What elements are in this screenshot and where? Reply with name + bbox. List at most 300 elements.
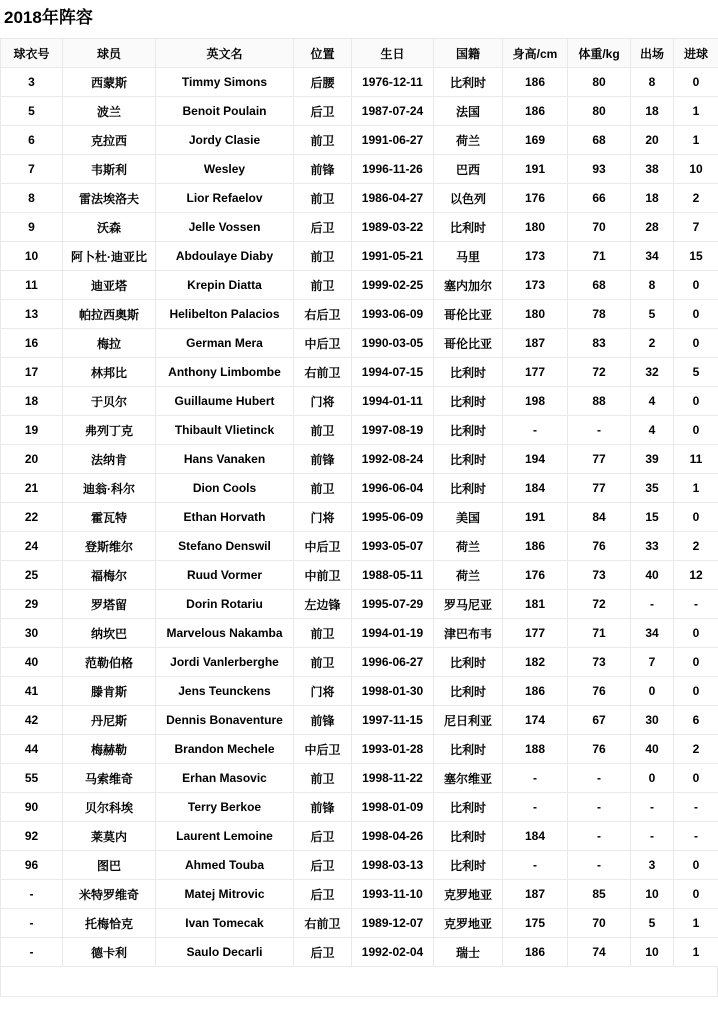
cell-nationality: 美国: [434, 503, 503, 532]
cell-appearances: 10: [631, 880, 674, 909]
cell-appearances: 5: [631, 909, 674, 938]
cell-player: 丹尼斯: [63, 706, 156, 735]
table-row: [1, 764, 718, 793]
table-row: [1, 938, 718, 967]
cell-player: 西蒙斯: [63, 68, 156, 97]
cell-appearances: 5: [631, 300, 674, 329]
cell-height: 180: [503, 300, 568, 329]
cell-appearances: 30: [631, 706, 674, 735]
cell-position: 中后卫: [294, 329, 352, 358]
column-header-height: 身高/cm: [503, 39, 568, 68]
cell-nationality: 比利时: [434, 387, 503, 416]
cell-player: 福梅尔: [63, 561, 156, 590]
cell-goals: 7: [674, 213, 718, 242]
cell-nationality: 比利时: [434, 474, 503, 503]
cell-num: 19: [1, 416, 63, 445]
table-row: [1, 271, 718, 300]
cell-position: 后卫: [294, 97, 352, 126]
cell-player: 阿卜杜·迪亚比: [63, 242, 156, 271]
cell-nationality: 马里: [434, 242, 503, 271]
cell-birthday: 1987-07-24: [352, 97, 434, 126]
cell-position: 后腰: [294, 68, 352, 97]
cell-birthday: 1995-07-29: [352, 590, 434, 619]
cell-birthday: 1992-02-04: [352, 938, 434, 967]
cell-en-name: Lior Refaelov: [156, 184, 294, 213]
cell-appearances: 32: [631, 358, 674, 387]
cell-nationality: 以色列: [434, 184, 503, 213]
cell-height: -: [503, 851, 568, 880]
cell-goals: 5: [674, 358, 718, 387]
cell-goals: 15: [674, 242, 718, 271]
table-row: [1, 155, 718, 184]
cell-goals: 1: [674, 126, 718, 155]
cell-height: 194: [503, 445, 568, 474]
cell-height: 186: [503, 938, 568, 967]
column-header-position: 位置: [294, 39, 352, 68]
cell-num: 10: [1, 242, 63, 271]
cell-appearances: 15: [631, 503, 674, 532]
cell-goals: 10: [674, 155, 718, 184]
cell-en-name: Ahmed Touba: [156, 851, 294, 880]
cell-height: 181: [503, 590, 568, 619]
cell-player: 米特罗维奇: [63, 880, 156, 909]
cell-height: 187: [503, 329, 568, 358]
cell-num: 41: [1, 677, 63, 706]
cell-en-name: Erhan Masovic: [156, 764, 294, 793]
cell-weight: 70: [568, 213, 631, 242]
cell-weight: 76: [568, 735, 631, 764]
cell-en-name: Matej Mitrovic: [156, 880, 294, 909]
cell-birthday: 1996-06-04: [352, 474, 434, 503]
cell-num: 5: [1, 97, 63, 126]
cell-birthday: 1998-01-30: [352, 677, 434, 706]
cell-appearances: 34: [631, 242, 674, 271]
cell-position: 前锋: [294, 155, 352, 184]
cell-appearances: 10: [631, 938, 674, 967]
cell-player: 图巴: [63, 851, 156, 880]
table-row: [1, 619, 718, 648]
cell-goals: -: [674, 590, 718, 619]
cell-player: 于贝尔: [63, 387, 156, 416]
cell-player: 登斯维尔: [63, 532, 156, 561]
cell-height: 198: [503, 387, 568, 416]
table-row: [1, 793, 718, 822]
cell-weight: 93: [568, 155, 631, 184]
cell-num: 6: [1, 126, 63, 155]
cell-num: 3: [1, 68, 63, 97]
cell-num: 17: [1, 358, 63, 387]
cell-height: 191: [503, 503, 568, 532]
cell-nationality: 比利时: [434, 416, 503, 445]
cell-appearances: 3: [631, 851, 674, 880]
cell-height: 177: [503, 358, 568, 387]
table-body: [1, 68, 718, 967]
header-row: [1, 39, 718, 68]
cell-height: 184: [503, 474, 568, 503]
cell-appearances: 39: [631, 445, 674, 474]
cell-appearances: -: [631, 793, 674, 822]
cell-height: 186: [503, 68, 568, 97]
cell-nationality: 比利时: [434, 793, 503, 822]
cell-player: 克拉西: [63, 126, 156, 155]
cell-en-name: Jordi Vanlerberghe: [156, 648, 294, 677]
cell-appearances: 4: [631, 387, 674, 416]
cell-en-name: Brandon Mechele: [156, 735, 294, 764]
cell-height: 169: [503, 126, 568, 155]
cell-goals: 0: [674, 271, 718, 300]
cell-height: 191: [503, 155, 568, 184]
cell-player: 梅赫勒: [63, 735, 156, 764]
table-row: [1, 126, 718, 155]
cell-goals: 0: [674, 300, 718, 329]
cell-height: 180: [503, 213, 568, 242]
cell-appearances: -: [631, 822, 674, 851]
cell-en-name: Saulo Decarli: [156, 938, 294, 967]
cell-player: 帕拉西奥斯: [63, 300, 156, 329]
cell-appearances: 34: [631, 619, 674, 648]
cell-goals: 0: [674, 764, 718, 793]
cell-height: -: [503, 793, 568, 822]
cell-en-name: Terry Berkoe: [156, 793, 294, 822]
cell-weight: -: [568, 764, 631, 793]
cell-goals: 0: [674, 68, 718, 97]
cell-position: 前卫: [294, 619, 352, 648]
cell-nationality: 法国: [434, 97, 503, 126]
table-row: [1, 822, 718, 851]
cell-num: 16: [1, 329, 63, 358]
cell-weight: 71: [568, 619, 631, 648]
cell-player: 范勒伯格: [63, 648, 156, 677]
cell-goals: 1: [674, 97, 718, 126]
cell-num: 96: [1, 851, 63, 880]
cell-num: 18: [1, 387, 63, 416]
cell-height: 186: [503, 532, 568, 561]
cell-position: 后卫: [294, 880, 352, 909]
cell-birthday: 1994-01-11: [352, 387, 434, 416]
cell-num: 7: [1, 155, 63, 184]
cell-num: -: [1, 909, 63, 938]
cell-appearances: 0: [631, 764, 674, 793]
cell-height: 182: [503, 648, 568, 677]
cell-num: 90: [1, 793, 63, 822]
cell-position: 中后卫: [294, 532, 352, 561]
cell-weight: 72: [568, 358, 631, 387]
cell-num: 21: [1, 474, 63, 503]
cell-en-name: Timmy Simons: [156, 68, 294, 97]
cell-player: 沃森: [63, 213, 156, 242]
cell-nationality: 塞内加尔: [434, 271, 503, 300]
cell-height: 187: [503, 880, 568, 909]
cell-num: 55: [1, 764, 63, 793]
cell-weight: 76: [568, 677, 631, 706]
cell-num: 44: [1, 735, 63, 764]
cell-position: 前锋: [294, 445, 352, 474]
cell-player: 韦斯利: [63, 155, 156, 184]
cell-en-name: Wesley: [156, 155, 294, 184]
cell-weight: 84: [568, 503, 631, 532]
cell-en-name: Helibelton Palacios: [156, 300, 294, 329]
cell-num: 22: [1, 503, 63, 532]
table-row: [1, 532, 718, 561]
cell-goals: 0: [674, 677, 718, 706]
cell-nationality: 克罗地亚: [434, 880, 503, 909]
cell-position: 后卫: [294, 822, 352, 851]
empty-footer-row: [0, 967, 718, 997]
cell-weight: 80: [568, 68, 631, 97]
cell-weight: 78: [568, 300, 631, 329]
cell-en-name: Hans Vanaken: [156, 445, 294, 474]
cell-height: 176: [503, 184, 568, 213]
cell-nationality: 比利时: [434, 851, 503, 880]
cell-en-name: Abdoulaye Diaby: [156, 242, 294, 271]
cell-height: 176: [503, 561, 568, 590]
cell-player: 法纳肯: [63, 445, 156, 474]
column-header-appearances: 出场: [631, 39, 674, 68]
cell-nationality: 比利时: [434, 68, 503, 97]
table-row: [1, 706, 718, 735]
cell-goals: 2: [674, 532, 718, 561]
cell-goals: 0: [674, 619, 718, 648]
cell-weight: -: [568, 416, 631, 445]
cell-nationality: 比利时: [434, 677, 503, 706]
column-header-num: 球衣号: [1, 39, 63, 68]
cell-goals: 0: [674, 329, 718, 358]
cell-birthday: 1988-05-11: [352, 561, 434, 590]
table-row: [1, 503, 718, 532]
cell-weight: 80: [568, 97, 631, 126]
column-header-weight: 体重/kg: [568, 39, 631, 68]
cell-nationality: 罗马尼亚: [434, 590, 503, 619]
table-row: [1, 358, 718, 387]
column-header-player: 球员: [63, 39, 156, 68]
cell-birthday: 1999-02-25: [352, 271, 434, 300]
cell-birthday: 1993-01-28: [352, 735, 434, 764]
cell-player: 德卡利: [63, 938, 156, 967]
cell-birthday: 1998-01-09: [352, 793, 434, 822]
cell-weight: 70: [568, 909, 631, 938]
cell-weight: 88: [568, 387, 631, 416]
page-title: 2018年阵容: [4, 7, 718, 28]
cell-birthday: 1991-05-21: [352, 242, 434, 271]
cell-height: 186: [503, 97, 568, 126]
cell-en-name: Jordy Clasie: [156, 126, 294, 155]
table-row: [1, 445, 718, 474]
cell-goals: 1: [674, 909, 718, 938]
cell-birthday: 1998-03-13: [352, 851, 434, 880]
table-row: [1, 735, 718, 764]
table-row: [1, 416, 718, 445]
cell-nationality: 荷兰: [434, 561, 503, 590]
cell-weight: 83: [568, 329, 631, 358]
column-header-goals: 进球: [674, 39, 718, 68]
cell-position: 右前卫: [294, 358, 352, 387]
cell-height: 173: [503, 242, 568, 271]
cell-nationality: 比利时: [434, 822, 503, 851]
cell-position: 门将: [294, 503, 352, 532]
cell-appearances: 18: [631, 97, 674, 126]
cell-goals: 0: [674, 880, 718, 909]
column-header-en-name: 英文名: [156, 39, 294, 68]
cell-position: 右前卫: [294, 909, 352, 938]
cell-birthday: 1992-08-24: [352, 445, 434, 474]
cell-goals: 1: [674, 938, 718, 967]
cell-weight: 74: [568, 938, 631, 967]
cell-num: 92: [1, 822, 63, 851]
cell-position: 前卫: [294, 474, 352, 503]
cell-appearances: -: [631, 590, 674, 619]
cell-height: 175: [503, 909, 568, 938]
cell-num: -: [1, 938, 63, 967]
cell-height: -: [503, 764, 568, 793]
cell-goals: -: [674, 793, 718, 822]
cell-weight: 68: [568, 126, 631, 155]
cell-player: 马索维奇: [63, 764, 156, 793]
cell-birthday: 1990-03-05: [352, 329, 434, 358]
cell-appearances: 28: [631, 213, 674, 242]
cell-position: 前卫: [294, 648, 352, 677]
cell-en-name: Anthony Limbombe: [156, 358, 294, 387]
cell-position: 后卫: [294, 851, 352, 880]
table-row: [1, 677, 718, 706]
table-row: [1, 300, 718, 329]
cell-height: 173: [503, 271, 568, 300]
table-row: [1, 561, 718, 590]
cell-birthday: 1997-08-19: [352, 416, 434, 445]
cell-birthday: 1994-07-15: [352, 358, 434, 387]
cell-player: 贝尔科埃: [63, 793, 156, 822]
cell-goals: 6: [674, 706, 718, 735]
cell-height: 174: [503, 706, 568, 735]
cell-appearances: 38: [631, 155, 674, 184]
cell-en-name: Krepin Diatta: [156, 271, 294, 300]
cell-position: 前卫: [294, 126, 352, 155]
cell-player: 雷法埃洛夫: [63, 184, 156, 213]
cell-birthday: 1986-04-27: [352, 184, 434, 213]
cell-appearances: 8: [631, 271, 674, 300]
column-header-nationality: 国籍: [434, 39, 503, 68]
cell-num: 9: [1, 213, 63, 242]
cell-player: 迪翁·科尔: [63, 474, 156, 503]
cell-birthday: 1993-06-09: [352, 300, 434, 329]
cell-num: 40: [1, 648, 63, 677]
table-row: [1, 474, 718, 503]
cell-weight: 77: [568, 445, 631, 474]
cell-player: 罗塔留: [63, 590, 156, 619]
cell-weight: 71: [568, 242, 631, 271]
cell-num: 42: [1, 706, 63, 735]
cell-birthday: 1976-12-11: [352, 68, 434, 97]
cell-appearances: 18: [631, 184, 674, 213]
cell-num: -: [1, 880, 63, 909]
cell-position: 前锋: [294, 793, 352, 822]
cell-appearances: 20: [631, 126, 674, 155]
cell-nationality: 塞尔维亚: [434, 764, 503, 793]
cell-num: 29: [1, 590, 63, 619]
cell-height: 177: [503, 619, 568, 648]
cell-nationality: 巴西: [434, 155, 503, 184]
cell-nationality: 哥伦比亚: [434, 329, 503, 358]
cell-player: 纳坎巴: [63, 619, 156, 648]
cell-en-name: Stefano Denswil: [156, 532, 294, 561]
cell-weight: 73: [568, 561, 631, 590]
cell-position: 后卫: [294, 213, 352, 242]
cell-num: 11: [1, 271, 63, 300]
cell-appearances: 33: [631, 532, 674, 561]
cell-num: 24: [1, 532, 63, 561]
cell-nationality: 尼日利亚: [434, 706, 503, 735]
cell-weight: 67: [568, 706, 631, 735]
cell-goals: 0: [674, 416, 718, 445]
cell-appearances: 35: [631, 474, 674, 503]
cell-birthday: 1998-04-26: [352, 822, 434, 851]
cell-player: 托梅恰克: [63, 909, 156, 938]
table-row: [1, 184, 718, 213]
cell-weight: -: [568, 851, 631, 880]
cell-position: 前卫: [294, 764, 352, 793]
table-row: [1, 590, 718, 619]
cell-nationality: 克罗地亚: [434, 909, 503, 938]
cell-birthday: 1996-06-27: [352, 648, 434, 677]
cell-en-name: German Mera: [156, 329, 294, 358]
cell-position: 前卫: [294, 416, 352, 445]
cell-weight: 76: [568, 532, 631, 561]
roster-table: [0, 38, 718, 967]
cell-position: 中后卫: [294, 735, 352, 764]
cell-num: 13: [1, 300, 63, 329]
cell-birthday: 1989-03-22: [352, 213, 434, 242]
cell-weight: 85: [568, 880, 631, 909]
cell-nationality: 荷兰: [434, 126, 503, 155]
cell-position: 门将: [294, 387, 352, 416]
cell-birthday: 1998-11-22: [352, 764, 434, 793]
table-row: [1, 242, 718, 271]
table-row: [1, 387, 718, 416]
cell-height: 186: [503, 677, 568, 706]
cell-num: 20: [1, 445, 63, 474]
cell-nationality: 哥伦比亚: [434, 300, 503, 329]
cell-birthday: 1996-11-26: [352, 155, 434, 184]
table-row: [1, 851, 718, 880]
cell-position: 前卫: [294, 271, 352, 300]
cell-en-name: Dion Cools: [156, 474, 294, 503]
cell-birthday: 1994-01-19: [352, 619, 434, 648]
cell-birthday: 1997-11-15: [352, 706, 434, 735]
cell-weight: 68: [568, 271, 631, 300]
cell-player: 霍瓦特: [63, 503, 156, 532]
cell-goals: 0: [674, 851, 718, 880]
cell-position: 中前卫: [294, 561, 352, 590]
cell-en-name: Guillaume Hubert: [156, 387, 294, 416]
cell-position: 前锋: [294, 706, 352, 735]
cell-en-name: Thibault Vlietinck: [156, 416, 294, 445]
cell-appearances: 4: [631, 416, 674, 445]
cell-en-name: Ethan Horvath: [156, 503, 294, 532]
cell-weight: 72: [568, 590, 631, 619]
cell-nationality: 比利时: [434, 445, 503, 474]
cell-goals: 12: [674, 561, 718, 590]
cell-weight: -: [568, 822, 631, 851]
cell-nationality: 津巴布韦: [434, 619, 503, 648]
cell-height: 184: [503, 822, 568, 851]
cell-goals: 1: [674, 474, 718, 503]
cell-goals: 0: [674, 648, 718, 677]
cell-en-name: Dennis Bonaventure: [156, 706, 294, 735]
cell-birthday: 1995-06-09: [352, 503, 434, 532]
cell-appearances: 0: [631, 677, 674, 706]
cell-goals: 2: [674, 184, 718, 213]
cell-nationality: 比利时: [434, 735, 503, 764]
cell-nationality: 比利时: [434, 358, 503, 387]
